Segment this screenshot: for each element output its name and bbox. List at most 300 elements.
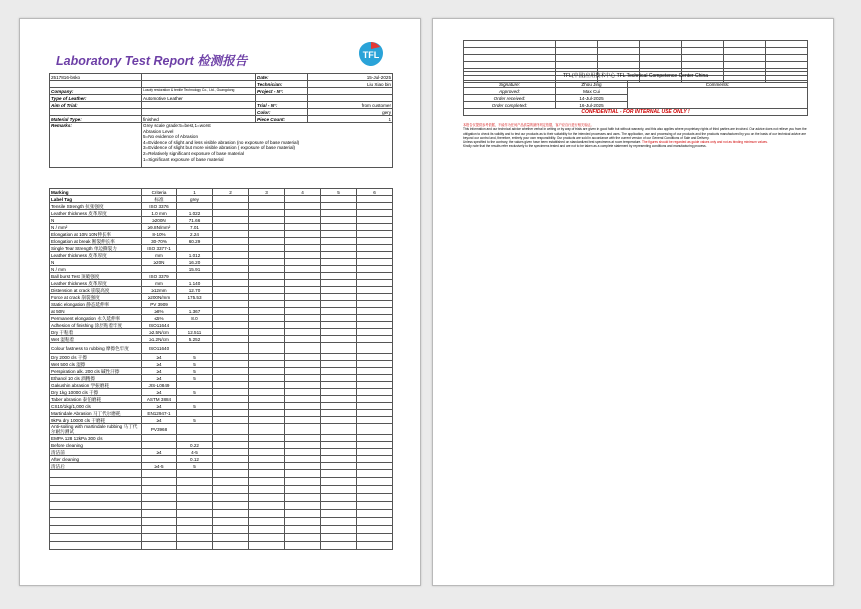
grid-cell [464,41,556,48]
empty-cell [285,266,321,273]
header-left-label: 2517816-bsko [50,74,142,81]
row-marking: Wet 500 cls 湿擦 [50,361,142,368]
header-row [50,102,393,109]
row-result: 5 [177,368,213,375]
table-row-empty [50,494,393,502]
table-row [50,336,393,343]
table-row [50,410,393,417]
empty-cell [249,203,285,210]
remarks-content [142,123,393,168]
empty-cell [357,502,393,510]
empty-cell [213,266,249,273]
empty-cell [142,526,177,534]
row-marking: Martindale Abrasion 马丁代尔磨耗 [50,410,142,417]
row-criteria: ≥20N [142,259,177,266]
table-row [50,396,393,403]
empty-cell [249,196,285,203]
empty-cell [357,542,393,550]
row-criteria: ≥4 [142,403,177,410]
empty-cell [249,534,285,542]
empty-cell [285,203,321,210]
empty-cell [285,354,321,361]
table-row [50,203,393,210]
row-marking: Distension at crack 崩裂高度 [50,287,142,294]
empty-cell [142,478,177,486]
empty-cell [285,259,321,266]
row-marking: Dry 干粘着 [50,329,142,336]
empty-cell [177,534,213,542]
report-title: Laboratory Test Report 检测报告 [56,54,248,68]
empty-cell [50,486,142,494]
row-criteria [142,456,177,463]
empty-cell [321,354,357,361]
empty-cell [285,463,321,470]
empty-cell [213,252,249,259]
empty-cell [321,224,357,231]
empty-cell [249,280,285,287]
header-right-label: Piece Count: [256,116,308,123]
row-criteria: ≥4 [142,375,177,382]
empty-cell [357,266,393,273]
row-result: 71.66 [177,217,213,224]
empty-cell [177,478,213,486]
empty-cell [321,442,357,449]
empty-cell [213,294,249,301]
empty-cell [213,203,249,210]
table-row-empty [50,478,393,486]
empty-cell [249,526,285,534]
table-row [50,217,393,224]
empty-cell [357,287,393,294]
table-header-row-2 [50,196,393,203]
row-result [177,410,213,417]
table-row [50,210,393,217]
empty-cell [285,238,321,245]
empty-cell [249,510,285,518]
empty-cell [321,315,357,322]
row-marking: N / mm [50,266,142,273]
empty-cell [249,308,285,315]
row-result: 5.252 [177,336,213,343]
table-row [50,301,393,308]
empty-cell [285,329,321,336]
row-marking: Single Tear Strength 单边撕裂力 [50,245,142,252]
empty-cell [321,463,357,470]
empty-cell [177,494,213,502]
empty-cell [249,502,285,510]
header-right-value: 15-Jul-2025 [308,74,393,81]
header-right-label [256,95,308,102]
empty-cell [285,343,321,354]
row-result: 5 [177,375,213,382]
empty-cell [357,442,393,449]
empty-cell [285,442,321,449]
empty-cell [357,510,393,518]
empty-cell [321,245,357,252]
table-row-empty [50,534,393,542]
row-criteria: ISO 3376 [142,203,177,210]
empty-cell [213,259,249,266]
row-criteria: JIS-L0849 [142,382,177,389]
row-result: 5 [177,463,213,470]
empty-cell [357,322,393,329]
row-criteria: ≥12mm [142,287,177,294]
header-left-label: Material Type: [50,116,142,123]
row-result: 175.53 [177,294,213,301]
empty-cell [213,456,249,463]
remarks-line: 2=Relatively significant exposure of base material [143,150,244,156]
grid-cell [598,48,640,55]
header-left-label [50,109,142,116]
row-result: 0.22 [177,442,213,449]
empty-cell [321,396,357,403]
empty-cell [357,403,393,410]
empty-cell [249,336,285,343]
empty-cell [321,449,357,456]
header-left-value [142,109,256,116]
empty-cell [213,196,249,203]
empty-cell [357,463,393,470]
empty-cell [249,217,285,224]
table-row [50,361,393,368]
empty-cell [213,463,249,470]
empty-cell [357,252,393,259]
table-row-empty [50,518,393,526]
empty-cell [213,375,249,382]
row-criteria: 8-10% [142,231,177,238]
empty-cell [50,470,142,478]
empty-cell [357,424,393,435]
row-result: 1.022 [177,210,213,217]
row-result: 5 [177,361,213,368]
header-table [49,73,393,168]
grid-cell [640,41,682,48]
table-row [50,329,393,336]
empty-cell [321,375,357,382]
empty-cell [321,217,357,224]
row-result: 7.01 [177,224,213,231]
order-completed-label: Order completed: [464,102,556,109]
empty-cell [50,526,142,534]
row-criteria: ≥8% [142,308,177,315]
empty-cell [213,280,249,287]
empty-cell [249,210,285,217]
table-row [50,417,393,424]
grid-cell [682,41,724,48]
empty-cell [249,389,285,396]
grid-cell [640,48,682,55]
results-table [49,188,393,550]
header-right-label: Project - N°: [256,88,308,95]
empty-cell [321,486,357,494]
empty-cell [249,410,285,417]
disclaimer-cn: 本报告仅提供参考依据，不能作为任何产品质量的最终判定依据，客户应自行进行相关验证。 [463,123,594,127]
empty-cell [321,534,357,542]
row-criteria: 1.0 mm [142,210,177,217]
empty-cell [249,478,285,486]
row-marking: EMPA 128 12kPa 300 cls [50,435,142,442]
table-row-empty [50,470,393,478]
empty-cell [213,322,249,329]
empty-cell [285,361,321,368]
empty-cell [357,382,393,389]
row-result: 1.012 [177,252,213,259]
empty-cell [213,210,249,217]
empty-cell [321,322,357,329]
header-left-label [50,81,142,88]
row-criteria: PV3968 [142,424,177,435]
empty-cell [285,252,321,259]
table-row-empty [50,502,393,510]
header-row [50,88,393,95]
row-marking: Force at crack 崩裂强度 [50,294,142,301]
empty-cell [285,389,321,396]
empty-cell [321,203,357,210]
grid-cell [766,41,808,48]
row-marking: Ethanol 10 cls 酒精擦 [50,375,142,382]
disclaimer-red: The figures should be regarded as guide values only and not as binding minimum values. [642,140,768,145]
empty-cell [285,486,321,494]
row-marking: N / mm² [50,224,142,231]
empty-cell [321,542,357,550]
empty-cell [249,382,285,389]
empty-cell [357,361,393,368]
empty-cell [285,494,321,502]
empty-cell [357,231,393,238]
table-row [50,368,393,375]
empty-cell [249,252,285,259]
empty-cell [249,245,285,252]
row-marking: Taber abrasion 泰伯磨耗 [50,396,142,403]
grid-cell [464,48,556,55]
empty-cell [357,449,393,456]
remarks-line: Abrasion Level [143,128,174,134]
row-marking: Gakushin abrasion 学振磨耗 [50,382,142,389]
empty-cell [249,287,285,294]
empty-cell [249,273,285,280]
empty-cell [321,336,357,343]
table-row [50,238,393,245]
empty-cell [321,238,357,245]
empty-cell [249,542,285,550]
empty-cell [249,417,285,424]
empty-cell [357,315,393,322]
empty-cell [321,435,357,442]
table-row [50,424,393,435]
empty-cell [357,396,393,403]
empty-cell [213,534,249,542]
table-row [50,463,393,470]
empty-cell [321,361,357,368]
empty-cell [142,486,177,494]
row-criteria: mm [142,280,177,287]
row-result [177,435,213,442]
empty-cell [285,315,321,322]
empty-cell [321,231,357,238]
col-sample: 4 [285,189,321,196]
col-marking: Marking [50,189,142,196]
row-result: 12.511 [177,329,213,336]
empty-cell [213,301,249,308]
empty-cell [321,424,357,435]
empty-cell [213,417,249,424]
grid-cell [766,48,808,55]
empty-cell [213,403,249,410]
grid-cell [724,48,766,55]
empty-cell [357,308,393,315]
empty-cell [213,396,249,403]
table-row [50,252,393,259]
empty-cell [249,449,285,456]
grid-cell [724,55,766,62]
empty-cell [249,238,285,245]
table-row [50,382,393,389]
row-marking: Dry 2000 cls 干擦 [50,354,142,361]
header-left-value: Automotive Leather [142,95,256,102]
row-criteria: ≥4 [142,417,177,424]
empty-cell [249,456,285,463]
empty-cell [321,329,357,336]
header-right-value [308,95,393,102]
row-criteria: ≥4-5 [142,463,177,470]
empty-cell [357,470,393,478]
empty-cell [285,478,321,486]
empty-cell [321,417,357,424]
empty-cell [321,410,357,417]
row-marking: Dry 1kg 10000 cls 干擦 [50,389,142,396]
table-row [50,308,393,315]
empty-cell [177,502,213,510]
table-row-empty [50,526,393,534]
empty-cell [213,354,249,361]
empty-cell [249,470,285,478]
empty-cell [321,343,357,354]
row-result: 60.29 [177,238,213,245]
empty-cell [213,343,249,354]
disclaimer [463,123,809,149]
row-result: 12.70 [177,287,213,294]
empty-cell [177,526,213,534]
table-row-empty [50,486,393,494]
empty-cell [285,287,321,294]
row-criteria: ISO11644 [142,322,177,329]
grid-cell [682,48,724,55]
empty-cell [357,238,393,245]
empty-cell [357,478,393,486]
empty-cell [285,502,321,510]
empty-cell [213,329,249,336]
table-row [50,449,393,456]
empty-cell [50,502,142,510]
empty-cell [285,294,321,301]
empty-cell [357,301,393,308]
row-criteria: ≥4 [142,389,177,396]
col-sample: 1 [177,189,213,196]
row-marking: Before cleaning [50,442,142,449]
col-sample: 6 [357,189,393,196]
disclaimer-en: This information and our technical advice whether verbal in writing or by way of trials are given in good faith but without warranty, and this also applies where proprietary rights of third parties are involved. Our advice does not relieve you from the obligation to check its validity and to test our products as to their suitability for the intended processes and uses. The application, use and processing of our products and the products manufactured by you on the basis of our technical advice are beyond our control and, therefore, entirely your own responsibility. Our products are sold in accordance with the current version of our General Conditions of Sale and Delivery. [463,127,807,140]
empty-cell [321,252,357,259]
header-row [50,95,393,102]
grid-cell [682,62,724,69]
empty-cell [249,518,285,526]
empty-cell [321,382,357,389]
row-criteria: ASTM 3884 [142,396,177,403]
row-criteria: ≥4 [142,361,177,368]
header-right-value: from customer [308,102,393,109]
row-marking: Elongation at break 断裂伸长率 [50,238,142,245]
empty-cell [142,510,177,518]
empty-cell [249,361,285,368]
row-result: 8.0 [177,315,213,322]
row-marking: at 50N [50,308,142,315]
empty-cell [285,410,321,417]
empty-cell [285,273,321,280]
report-page-2 [432,18,834,586]
empty-cell [249,354,285,361]
row-marking: Static elongation 静态延伸率 [50,301,142,308]
empty-cell [213,217,249,224]
empty-cell [249,442,285,449]
empty-cell [50,510,142,518]
grid-cell [682,55,724,62]
empty-cell [213,424,249,435]
empty-cell [357,217,393,224]
empty-cell [213,336,249,343]
row-result [177,203,213,210]
empty-cell [321,510,357,518]
empty-cell [285,322,321,329]
row-marking: Permanent elongation 永久延伸率 [50,315,142,322]
empty-cell [285,417,321,424]
header-right-value: 1 [308,116,393,123]
row-marking: Colour fastness to rubbing 摩擦色牢度 [50,343,142,354]
empty-cell [177,470,213,478]
empty-cell [285,224,321,231]
empty-cell [177,542,213,550]
logo-text: TFL [362,50,380,60]
row-marking: Perspiration alk. 200 cls 碱性汗擦 [50,368,142,375]
center-title: TFL(中国)应用技术中心 TFL Technical Competence Center China [464,72,808,81]
header-left-label: Company: [50,88,142,95]
row-result: 5 [177,389,213,396]
empty-cell [213,470,249,478]
empty-cell [213,238,249,245]
empty-cell [357,203,393,210]
header-left-label: Aim of Trial: [50,102,142,109]
empty-cell [357,329,393,336]
empty-cell [357,294,393,301]
empty-cell [357,245,393,252]
table-row [50,354,393,361]
row-criteria: 30-70% [142,238,177,245]
header-right-label: Technician: [256,81,308,88]
empty-cell [285,196,321,203]
report-page-1 [19,18,421,586]
empty-cell [285,542,321,550]
table-row [50,435,393,442]
signature-value: Zhou Jing [556,81,628,88]
row-criteria: ≤5% [142,315,177,322]
col-sample: 2 [213,189,249,196]
row-result [177,245,213,252]
remarks-line: 1=Significant exposure of base material [143,156,224,162]
empty-cell [321,494,357,502]
table-row [50,280,393,287]
row-marking: Elongation at 10N 10N伸长率 [50,231,142,238]
row-result [177,301,213,308]
empty-cell [357,368,393,375]
